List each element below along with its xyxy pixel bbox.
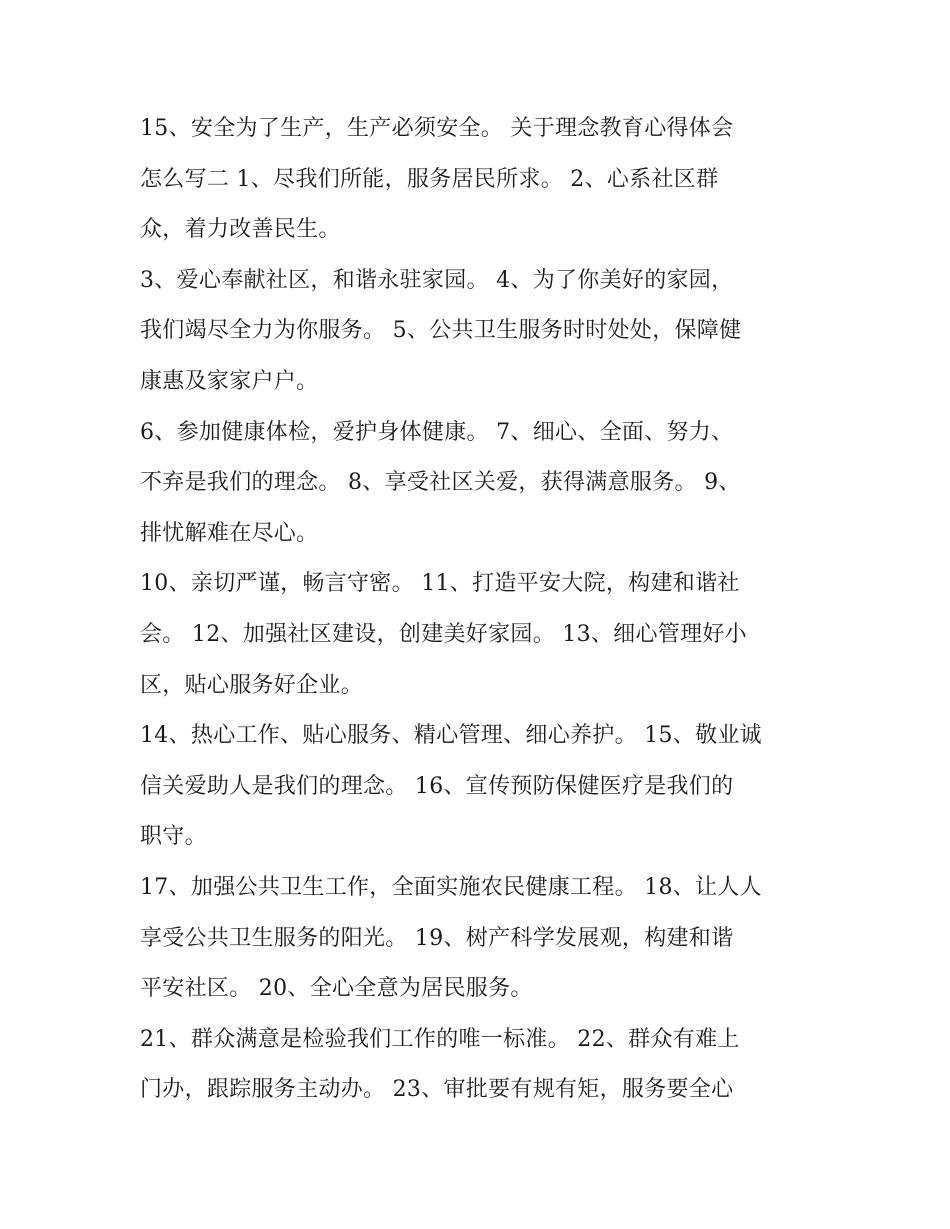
text-line: 6、参加健康体检，爱护身体健康。 7、细心、全面、努力、 — [140, 419, 734, 445]
text-line: 众，着力改善民生。 — [140, 217, 341, 243]
text-line: 会。 12、加强社区建设，创建美好家园。 13、细心管理好小 — [140, 621, 747, 647]
text-line: 享受公共卫生服务的阳光。 19、树产科学发展观，构建和谐 — [140, 925, 734, 951]
text-line: 排忧解难在尽心。 — [140, 520, 319, 546]
text-line: 17、加强公共卫生工作，全面实施农民健康工程。 18、让人人 — [140, 874, 762, 900]
text-line: 10、亲切严谨，畅言守密。 11、打造平安大院，构建和谐社 — [140, 571, 740, 597]
text-line: 职守。 — [140, 824, 207, 850]
text-line: 我们竭尽全力为你服务。 5、公共卫生服务时时处处，保障健 — [140, 318, 742, 344]
text-line: 14、热心工作、贴心服务、精心管理、细心养护。 15、敬业诚 — [140, 723, 762, 749]
document-body — [140, 104, 820, 1116]
text-line: 门办，跟踪服务主动办。 23、审批要有规有矩，服务要全心 — [140, 1077, 734, 1103]
text-line: 怎么写二 1、尽我们所能，服务居民所求。 2、心系社区群 — [140, 166, 719, 192]
text-line: 信关爱助人是我们的理念。 16、宣传预防保健医疗是我们的 — [140, 773, 734, 799]
text-line: 21、群众满意是检验我们工作的唯一标准。 22、群众有难上 — [140, 1026, 740, 1052]
text-line: 不弃是我们的理念。 8、享受社区关爱，获得满意服务。 9、 — [140, 470, 741, 496]
text-line: 康惠及家家户户。 — [140, 368, 319, 394]
text-line: 平安社区。 20、全心全意为居民服务。 — [140, 976, 533, 1002]
text-line: 区，贴心服务好企业。 — [140, 672, 364, 698]
text-line: 15、安全为了生产，生产必须安全。 关于理念教育心得体会 — [140, 116, 734, 141]
text-line: 3、爱心奉献社区，和谐永驻家园。 4、为了你美好的家园， — [140, 267, 734, 293]
